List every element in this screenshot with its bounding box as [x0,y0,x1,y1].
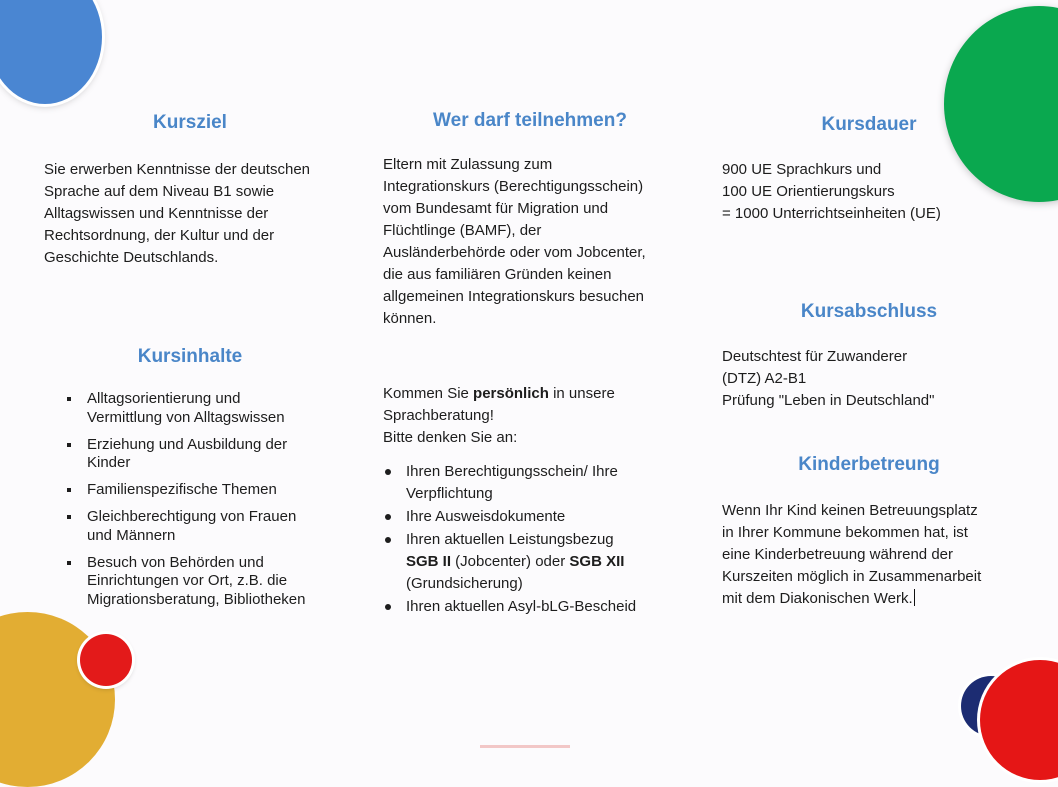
kursdauer-heading: Kursdauer [821,114,917,135]
kursinhalte-heading: Kursinhalte [137,346,243,367]
list-item: Ihren aktuellen Asyl-bLG-Bescheid [383,596,636,618]
list-item: Ihren aktuellen Leistungsbezug SGB II (Jobcenter) oder SGB XII (Grundsicherung) [383,529,636,595]
text-cursor [914,589,915,606]
list-item: Besuch von Behörden und Einrichtungen vor Ort, z.B. die Migrationsberatung, Bibliotheken [64,554,305,610]
list-item: Erziehung und Ausbildung der Kinder [64,436,305,473]
kursinhalte-list [64,390,305,618]
kursziel-heading: Kursziel [153,112,227,133]
eligibility-text: Eltern mit Zulassung zum Integrationskurs (Berechtigungsschein) vom Bundesamt für Migration und Flüchtlinge (BAMF), der Ausländerbehörde oder vom Jobcenter, die aus familiären Gründen keinen allgemeinen Integrationskurs besuchen können. [383,156,646,327]
kursabschluss-heading: Kursabschluss [800,301,938,322]
checklist [383,461,636,619]
kursziel-text: Sie erwerben Kenntnisse der deutschen Sprache auf dem Niveau B1 sowie Alltagswissen und Kenntnisse der Rechtsordnung, der Kultur und der Geschichte Deutschlands. [44,161,311,266]
teilnehmen-heading: Wer darf teilnehmen? [433,110,627,131]
decorative-blue-circle [0,0,102,104]
list-item: Ihre Ausweisdokumente [383,506,636,528]
kursabschluss-text: Deutschtest für Zuwanderer (DTZ) A2-B1 Prüfung "Leben in Deutschland" [722,348,935,409]
list-item: Ihren Berechtigungsschein/ Ihre Verpflichtung [383,461,636,505]
list-item: Alltagsorientierung und Vermittlung von Alltagswissen [64,390,305,427]
decorative-green-circle [944,6,1058,202]
list-item: Familienspezifische Themen [64,481,305,500]
visit-text: Kommen Sie persönlich in unsere Sprachberatung! Bitte denken Sie an: [383,385,615,446]
decorative-small-red-circle [80,634,132,686]
kinderbetreuung-heading: Kinderbetreung [798,454,940,475]
kinderbetreuung-text: Wenn Ihr Kind keinen Betreuungsplatz in Ihrer Kommune bekommen hat, ist eine Kinderbetreuung während der Kurszeiten möglich in Zusammenarbeit mit dem Diakonischen Werk. [722,502,982,607]
list-item: Gleichberechtigung von Frauen und Männern [64,508,305,545]
kursdauer-text: 900 UE Sprachkurs und 100 UE Orientierungskurs = 1000 Unterrichtseinheiten (UE) [722,161,941,222]
